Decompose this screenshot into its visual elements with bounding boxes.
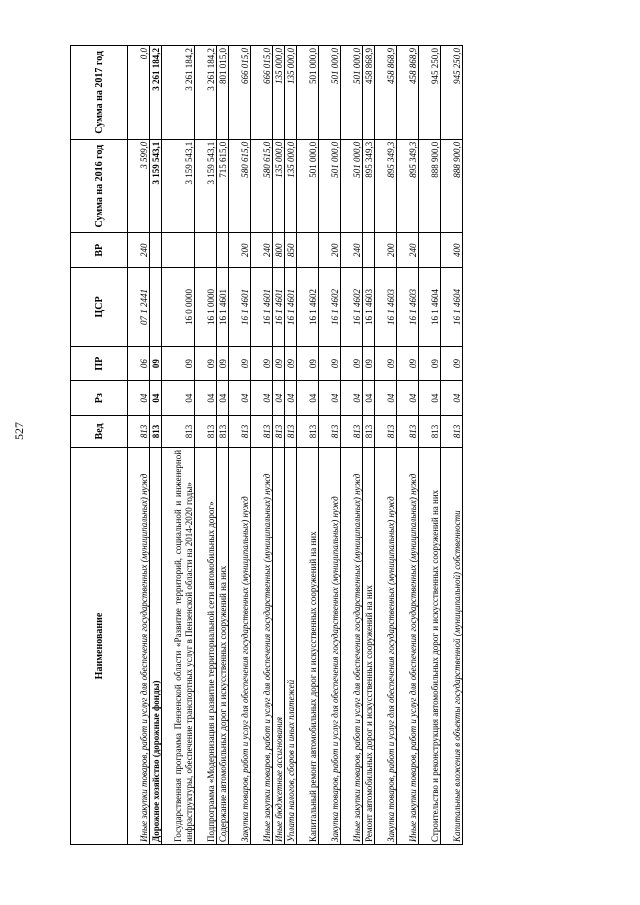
cell-ved: 813 [441,415,463,447]
page-number: 527 [12,422,26,440]
cell-name: Иные закупки товаров, работ и услуг для обеспечения государственных (муниципальных) нужд [341,447,363,844]
cell-vr: 240 [251,233,273,268]
cell-sum-2016: 501 000,0 [297,139,319,233]
cell-ved: 813 [285,415,297,447]
table-row [251,46,273,845]
table-row [319,46,341,845]
cell-sum-2017: 801 015,0 [217,46,229,140]
cell-pr: 09 [441,346,463,381]
cell-ved: 813 [273,415,285,447]
cell-csr [150,267,162,346]
cell-sum-2016: 895 349,3 [397,139,419,233]
cell-csr: 16 1 4603 [397,267,419,346]
table-row [341,46,363,845]
cell-vr: 240 [341,233,363,268]
table-row [273,46,285,845]
cell-sum-2016: 580 615,0 [229,139,251,233]
cell-pr: 09 [285,346,297,381]
header-rz: Рз [71,381,128,416]
cell-vr: 240 [128,233,150,268]
cell-rz: 04 [162,381,195,416]
cell-sum-2017: 666 015,0 [251,46,273,140]
cell-csr: 16 1 4601 [285,267,297,346]
cell-rz: 04 [150,381,162,416]
cell-ved: 813 [297,415,319,447]
cell-vr [150,233,162,268]
cell-name: Дорожное хозяйство (дорожные фонды) [150,447,162,844]
cell-ved: 813 [363,415,375,447]
cell-pr: 09 [217,346,229,381]
cell-csr: 16 1 4601 [273,267,285,346]
cell-ved: 813 [229,415,251,447]
cell-pr: 09 [273,346,285,381]
cell-sum-2016: 895 349,3 [363,139,375,233]
cell-csr: 16 1 4603 [363,267,375,346]
table-row [285,46,297,845]
header-sum-2017: Сумма на 2017 год [71,46,128,140]
cell-name: Иные бюджетные ассигнования [273,447,285,844]
cell-pr: 09 [195,346,217,381]
cell-name: Уплата налогов, сборов и иных платежей [285,447,297,844]
table-row [375,46,397,845]
cell-pr: 09 [375,346,397,381]
cell-sum-2016: 580 615,0 [251,139,273,233]
cell-sum-2017: 666 015,0 [229,46,251,140]
table-row [363,46,375,845]
cell-vr [195,233,217,268]
table-row [217,46,229,845]
cell-name: Иные закупки товаров, работ и услуг для обеспечения государственных (муниципальных) нужд [128,447,150,844]
cell-vr: 200 [319,233,341,268]
cell-ved: 813 [397,415,419,447]
cell-sum-2017: 458 868,9 [375,46,397,140]
cell-ved: 813 [375,415,397,447]
cell-vr: 240 [397,233,419,268]
cell-ved: 813 [162,415,195,447]
header-ved: Вед [71,415,128,447]
cell-sum-2016: 3 159 543,1 [162,139,195,233]
cell-sum-2016: 715 615,0 [217,139,229,233]
cell-csr: 16 1 0000 [195,267,217,346]
cell-vr: 850 [285,233,297,268]
table-row [419,46,441,845]
cell-pr: 09 [419,346,441,381]
cell-name: Капитальный ремонт автомобильных дорог и искусственных сооружений на них [297,447,319,844]
cell-csr: 16 0 0000 [162,267,195,346]
rotated-page [70,45,605,845]
cell-pr: 09 [229,346,251,381]
cell-name: Закупка товаров, работ и услуг для обеспечения государственных (муниципальных) нужд [319,447,341,844]
cell-name: Подпрограмма «Модернизация и развитие территориальной сети автомобильных дорог» [195,447,217,844]
cell-csr: 16 1 4602 [319,267,341,346]
cell-rz: 04 [285,381,297,416]
table-row [195,46,217,845]
cell-sum-2017: 0,0 [128,46,150,140]
cell-vr [363,233,375,268]
cell-pr: 09 [150,346,162,381]
cell-name: Строительство и реконструкция автомобильных дорог и искусственных сооружений на них [419,447,441,844]
cell-ved: 813 [419,415,441,447]
cell-ved: 813 [150,415,162,447]
cell-vr [297,233,319,268]
cell-sum-2017: 501 000,0 [297,46,319,140]
header-sum-2016: Сумма на 2016 год [71,139,128,233]
cell-pr: 09 [319,346,341,381]
cell-ved: 813 [341,415,363,447]
table-row [229,46,251,845]
table-row [150,46,162,845]
cell-ved: 813 [251,415,273,447]
cell-pr: 09 [297,346,319,381]
table-row [162,46,195,845]
header-csr: ЦСР [71,267,128,346]
cell-sum-2017: 501 000,0 [319,46,341,140]
cell-csr: 16 1 4602 [297,267,319,346]
cell-pr: 09 [341,346,363,381]
cell-name: Содержание автомобильных дорог и искусственных сооружений на них [217,447,229,844]
cell-rz: 04 [251,381,273,416]
table-row [297,46,319,845]
header-row [71,46,128,845]
cell-sum-2016: 135 000,0 [273,139,285,233]
cell-csr: 16 1 4602 [341,267,363,346]
cell-vr: 200 [229,233,251,268]
cell-rz: 04 [341,381,363,416]
cell-rz: 04 [375,381,397,416]
cell-csr: 16 1 4604 [419,267,441,346]
cell-sum-2016: 501 000,0 [341,139,363,233]
cell-name: Закупка товаров, работ и услуг для обеспечения государственных (муниципальных) нужд [375,447,397,844]
cell-rz: 04 [297,381,319,416]
cell-rz: 04 [319,381,341,416]
cell-sum-2016: 895 349,3 [375,139,397,233]
table-row [441,46,463,845]
table-row [128,46,150,845]
cell-name: Закупка товаров, работ и услуг для обеспечения государственных (муниципальных) нужд [229,447,251,844]
cell-rz: 04 [273,381,285,416]
cell-sum-2017: 135 000,0 [285,46,297,140]
cell-vr: 200 [375,233,397,268]
cell-ved: 813 [217,415,229,447]
cell-sum-2017: 135 000,0 [273,46,285,140]
cell-rz: 04 [217,381,229,416]
cell-csr: 16 1 4601 [229,267,251,346]
cell-rz: 04 [195,381,217,416]
cell-rz: 04 [419,381,441,416]
cell-sum-2017: 945 250,0 [419,46,441,140]
cell-sum-2016: 888 900,0 [419,139,441,233]
cell-rz: 04 [397,381,419,416]
cell-rz: 04 [128,381,150,416]
cell-name: Государственная программа Пензенской области «Развитие территорий, социальной и инженерной инфраструктуры, обеспечение транспортных услуг в Пензенской области на 2014-2020 годы» [162,447,195,844]
cell-pr: 09 [363,346,375,381]
cell-sum-2017: 3 261 184,2 [195,46,217,140]
cell-sum-2017: 458 868,9 [363,46,375,140]
cell-sum-2016: 3 159 543,1 [195,139,217,233]
header-vr: ВР [71,233,128,268]
cell-csr: 16 1 4604 [441,267,463,346]
cell-pr: 06 [128,346,150,381]
cell-vr [162,233,195,268]
header-pr: ПР [71,346,128,381]
cell-pr: 09 [397,346,419,381]
cell-csr: 16 1 4601 [251,267,273,346]
cell-sum-2016: 3 599,0 [128,139,150,233]
cell-csr: 07 1 2441 [128,267,150,346]
cell-name: Ремонт автомобильных дорог и искусственных сооружений на них [363,447,375,844]
cell-sum-2016: 888 900,0 [441,139,463,233]
cell-name: Иные закупки товаров, работ и услуг для обеспечения государственных (муниципальных) нужд [397,447,419,844]
cell-ved: 813 [319,415,341,447]
cell-csr: 16 1 4601 [217,267,229,346]
budget-table [70,45,463,845]
cell-sum-2017: 458 868,9 [397,46,419,140]
cell-ved: 813 [195,415,217,447]
cell-sum-2017: 945 250,0 [441,46,463,140]
cell-name: Капитальные вложения в объекты государственной (муниципальной) собственности [441,447,463,844]
cell-rz: 04 [363,381,375,416]
cell-pr: 09 [251,346,273,381]
cell-name: Иные закупки товаров, работ и услуг для обеспечения государственных (муниципальных) нужд [251,447,273,844]
cell-pr: 09 [162,346,195,381]
cell-sum-2016: 3 159 543,1 [150,139,162,233]
cell-vr: 400 [441,233,463,268]
cell-csr: 16 1 4603 [375,267,397,346]
cell-sum-2016: 135 000,0 [285,139,297,233]
cell-sum-2017: 3 261 184,2 [150,46,162,140]
cell-sum-2016: 501 000,0 [319,139,341,233]
cell-rz: 04 [229,381,251,416]
cell-vr: 800 [273,233,285,268]
cell-vr [217,233,229,268]
cell-ved: 813 [128,415,150,447]
cell-sum-2017: 3 261 184,2 [162,46,195,140]
table-row [397,46,419,845]
cell-sum-2017: 501 000,0 [341,46,363,140]
cell-rz: 04 [441,381,463,416]
header-name: Наименование [71,447,128,844]
cell-vr [419,233,441,268]
